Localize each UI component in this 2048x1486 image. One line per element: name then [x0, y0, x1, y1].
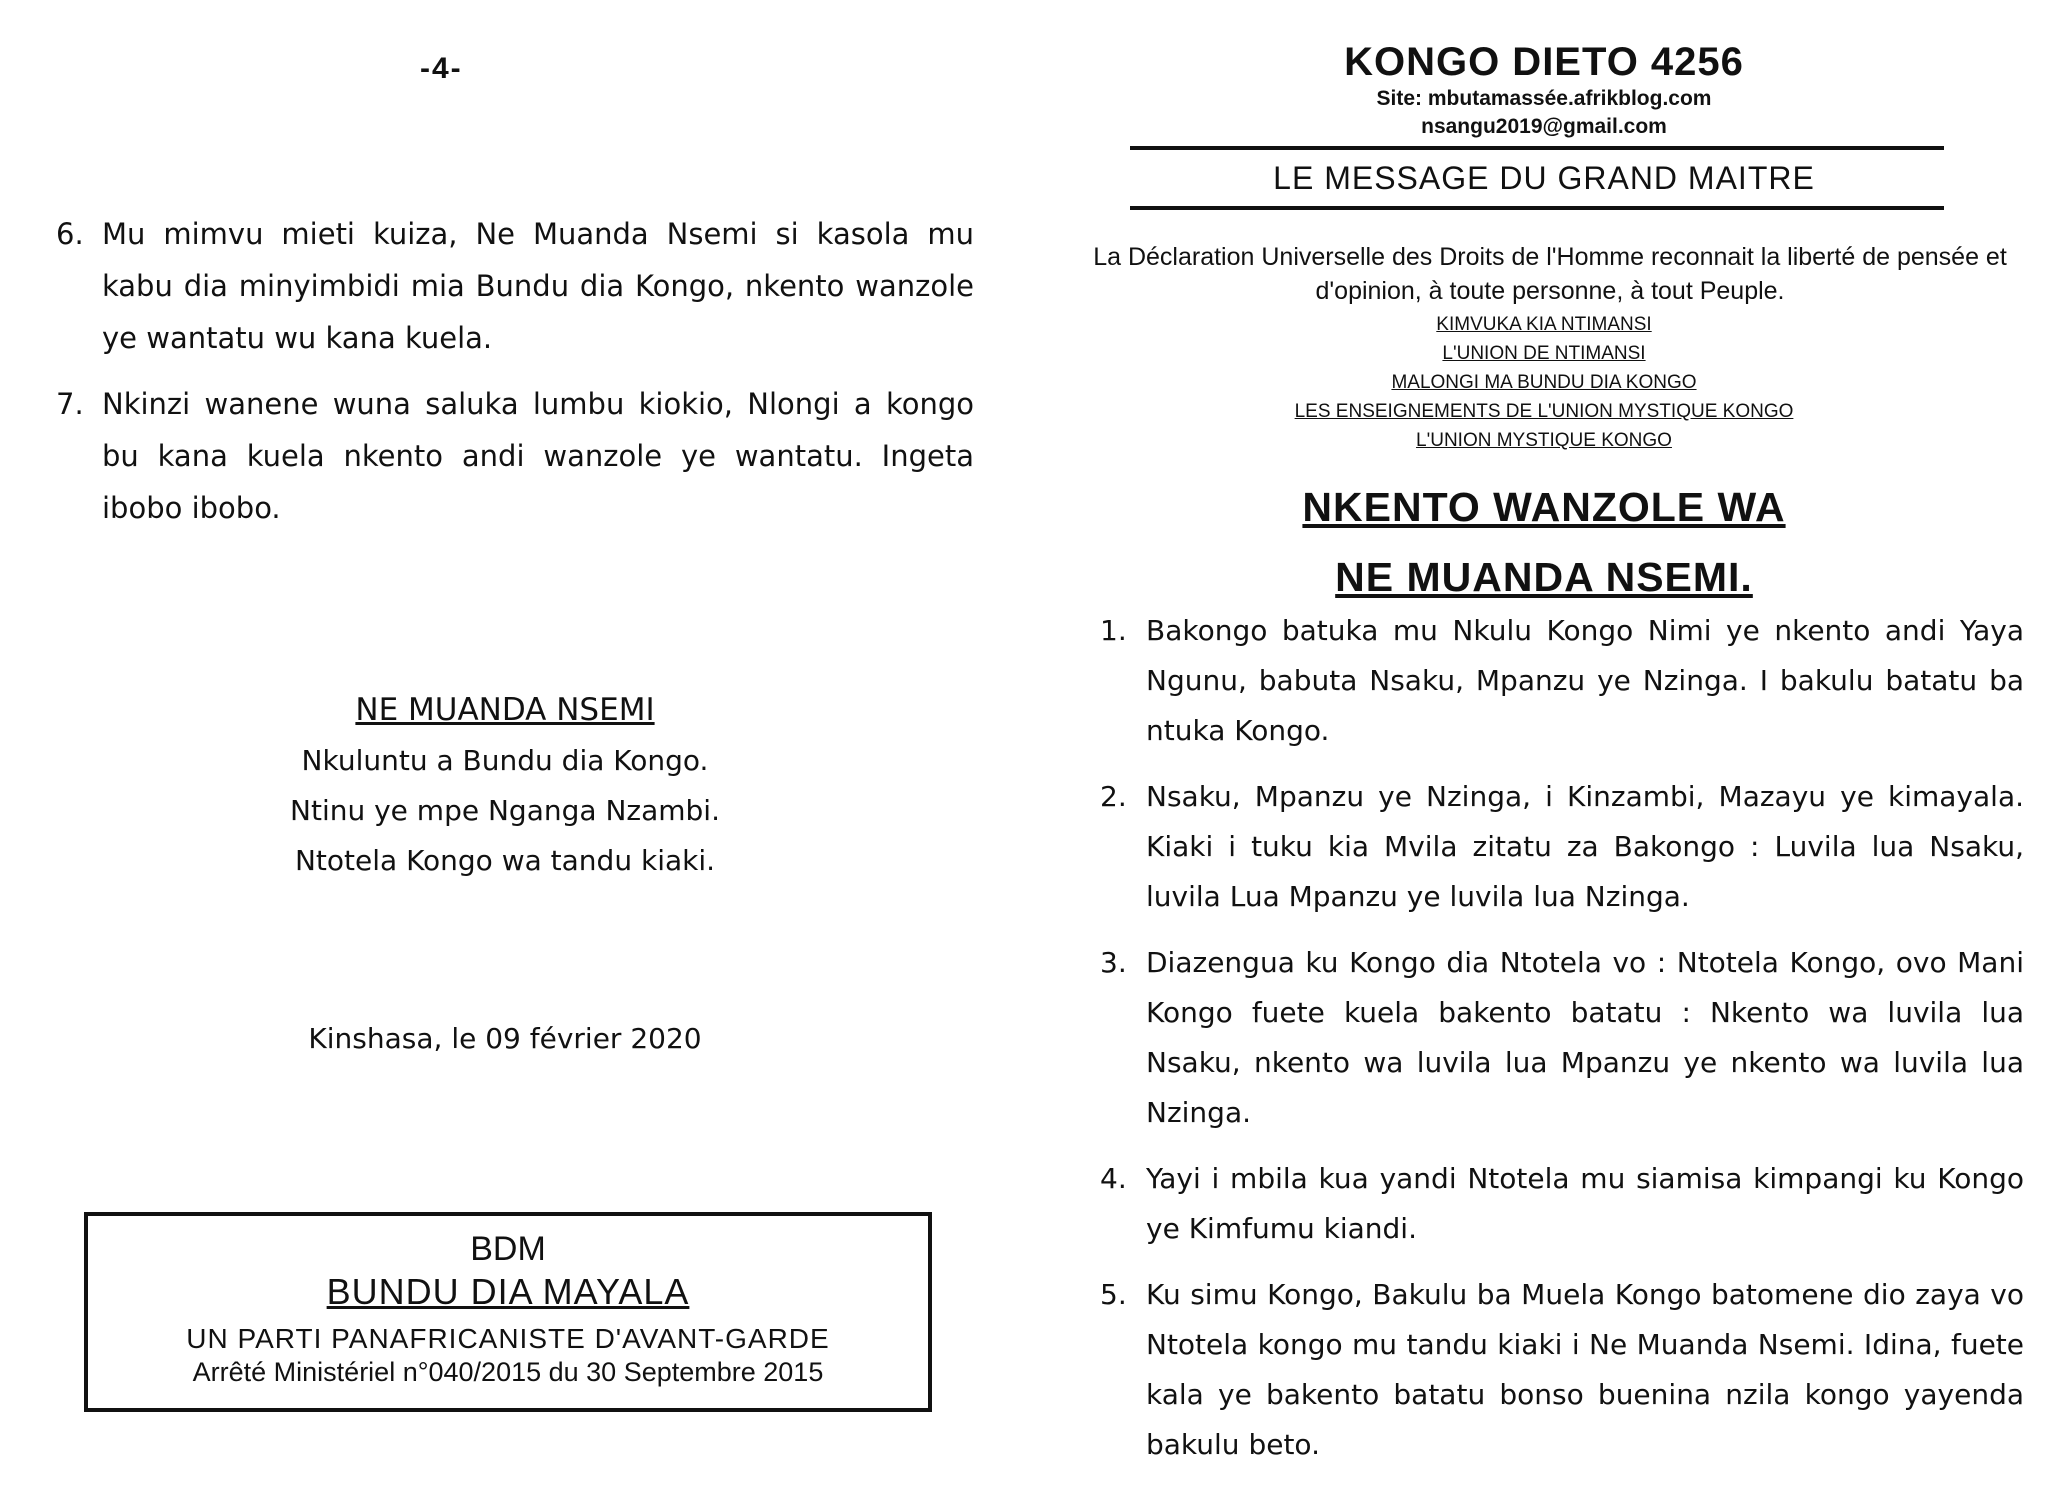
item-number: 4.	[1100, 1162, 1127, 1195]
organization-line: MALONGI MA BUNDU DIA KONGO	[1391, 372, 1697, 393]
organization-line: KIMVUKA KIA NTIMANSI	[1436, 314, 1652, 335]
list-item	[1100, 1270, 2024, 1470]
bdm-name: BUNDU DIA MAYALA	[326, 1271, 690, 1312]
item-text: Yayi i mbila kua yandi Ntotela mu siamisa kimpangi ku Kongo ye Kimfumu kiandi.	[1146, 1162, 2024, 1245]
signature-block	[0, 692, 1010, 886]
item-text: Nsaku, Mpanzu ye Nzinga, i Kinzambi, Mazayu ye kimayala. Kiaki i tuku kia Mvila zitatu za Bakongo : Luvila lua Nsaku, luvila Lua Mpanzu ye luvila lua Nzinga.	[1146, 780, 2024, 913]
signature-name: NE MUANDA NSEMI	[355, 692, 655, 728]
item-number: 1.	[1100, 614, 1127, 647]
item-text: Nkinzi wanene wuna saluka lumbu kiokio, Nlongi a kongo bu kana kuela nkento andi wanzole ye wantatu. Ingeta ibobo ibobo.	[102, 387, 974, 525]
divider-bottom	[1130, 206, 1944, 210]
item-text: Ku simu Kongo, Bakulu ba Muela Kongo batomene dio zaya vo Ntotela kongo mu tandu kiaki i Ne Muanda Nsemi. Idina, fuete kala ye bakento batatu bonso buenina nzila kongo yayenda bakulu beto.	[1146, 1278, 2024, 1461]
item-number: 7.	[56, 387, 84, 421]
publication-title: KONGO DIETO 4256	[1344, 40, 1744, 84]
place-date: Kinshasa, le 09 février 2020	[308, 1022, 702, 1055]
signature-title-3: Ntotela Kongo wa tandu kiaki.	[294, 844, 716, 877]
item-text: Diazengua ku Kongo dia Ntotela vo : Ntotela Kongo, ovo Mani Kongo fuete kuela bakento batatu : Nkento wa luvila lua Nsaku, nkento wa luvila lua Mpanzu ye nkento wa luvila lua Nzinga.	[1146, 946, 2024, 1129]
organization-line: L'UNION MYSTIQUE KONGO	[1416, 430, 1672, 451]
bdm-box	[84, 1212, 932, 1412]
list-item	[1100, 938, 2024, 1138]
email-line: nsangu2019@gmail.com	[1421, 115, 1667, 138]
item-text: Mu mimvu mieti kuiza, Ne Muanda Nsemi si kasola mu kabu dia minyimbidi mia Bundu dia Kongo, nkento wanzole ye wantatu wu kana kuela.	[102, 217, 974, 355]
declaration-text: La Déclaration Universelle des Droits de l'Homme reconnait la liberté de pensée et d'opinion, à toute personne, à tout Peuple.	[1093, 243, 2007, 305]
list-item	[56, 208, 974, 364]
organization-line: LES ENSEIGNEMENTS DE L'UNION MYSTIQUE KONGO	[1294, 401, 1794, 422]
left-numbered-list	[56, 208, 974, 548]
item-text: Bakongo batuka mu Nkulu Kongo Nimi ye nkento andi Yaya Ngunu, babuta Nsaku, Mpanzu ye Nzinga. I bakulu batatu ba ntuka Kongo.	[1146, 614, 2024, 747]
list-item	[1100, 772, 2024, 922]
list-item	[56, 378, 974, 534]
masthead	[1040, 40, 2048, 141]
signature-title-2: Ntinu ye mpe Nganga Nzambi.	[290, 794, 720, 827]
organization-list	[1040, 310, 2048, 455]
bdm-abbreviation: BDM	[470, 1230, 546, 1268]
item-number: 6.	[56, 217, 84, 251]
list-item	[1100, 1154, 2024, 1254]
item-number: 5.	[1100, 1278, 1127, 1311]
article-title	[1040, 472, 2048, 612]
article-title-line-2: NE MUANDA NSEMI.	[1335, 554, 1753, 600]
signature-title-1: Nkuluntu a Bundu dia Kongo.	[301, 744, 709, 777]
item-number: 3.	[1100, 946, 1127, 979]
organization-line: L'UNION DE NTIMANSI	[1442, 343, 1646, 364]
divider-top	[1130, 146, 1944, 150]
right-page	[1040, 0, 2048, 1461]
list-item	[1100, 606, 2024, 756]
section-heading: LE MESSAGE DU GRAND MAITRE	[1273, 160, 1815, 196]
article-title-line-1: NKENTO WANZOLE WA	[1302, 484, 1786, 530]
right-numbered-list	[1100, 606, 2024, 1486]
item-number: 2.	[1100, 780, 1127, 813]
site-line: Site: mbutamassée.afrikblog.com	[1376, 87, 1712, 110]
bdm-party-description: UN PARTI PANAFRICANISTE D'AVANT-GARDE	[186, 1323, 830, 1354]
left-page	[0, 0, 1010, 1448]
bdm-decree: Arrêté Ministériel n°040/2015 du 30 Septembre 2015	[192, 1357, 824, 1387]
page-number: -4-	[420, 52, 463, 85]
